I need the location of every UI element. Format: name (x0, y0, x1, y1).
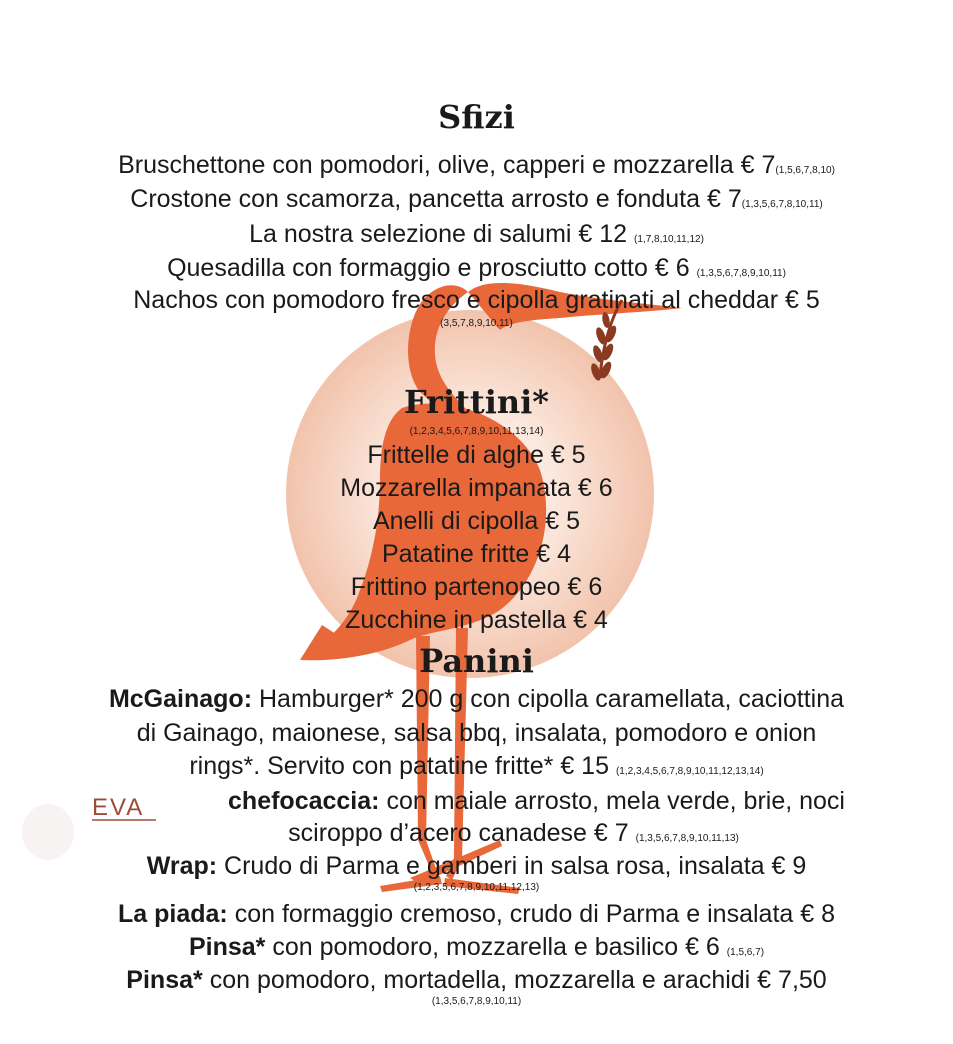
menu-item: La nostra selezione di salumi € 12 (1,7,8,10,11,12) (249, 220, 704, 248)
logo-text: EVA (92, 794, 145, 821)
menu-item-line: di Gainago, maionese, salsa bbq, insalata, pomodoro e onion (136, 719, 817, 747)
menu-item-pinsa: Pinsa* con pomodoro, mortadella, mozzarella e arachidi € 7,50 (126, 966, 827, 994)
menu-item: Bruschettone con pomodori, olive, capperi e mozzarella € 7(1,5,6,7,8,10) (118, 151, 835, 179)
menu-item: Frittelle di alghe € 5 (367, 441, 586, 469)
menu-item-mcgainago: McGainago: Hamburger* 200 g con cipolla caramellata, caciottina (108, 685, 845, 713)
menu-item: Anelli di cipolla € 5 (372, 507, 581, 535)
allergen-codes: (1,5,6,7,8,10) (775, 165, 835, 176)
menu-item-line: sciroppo d’acero canadese € 7 (1,3,5,6,7,8,9,10,11,13) (288, 819, 739, 847)
menu-item-piada: La piada: con formaggio cremoso, crudo di Parma e insalata € 8 (117, 900, 835, 928)
allergen-codes: (1,2,3,4,5,6,7,8,9,10,11,13,14) (409, 426, 544, 437)
allergen-codes: (1,3,5,6,7,8,9,10,11) (431, 996, 522, 1007)
allergen-codes: (1,2,3,5,6,7,8,9,10,11,12,13) (413, 882, 540, 893)
menu-item: Nachos con pomodoro fresco e cipolla gratinati al cheddar € 5 (133, 286, 820, 314)
menu-item-line: rings*. Servito con patatine fritte* € 15 (1,2,3,4,5,6,7,8,9,10,11,12,13,14) (189, 752, 764, 780)
menu-item: Quesadilla con formaggio e prosciutto cotto € 6 (1,3,5,6,7,8,9,10,11) (167, 254, 786, 282)
allergen-codes: (3,5,7,8,9,10,11) (440, 318, 513, 329)
menu-item: Patatine fritte € 4 (381, 540, 572, 568)
menu-item: Mozzarella impanata € 6 (340, 474, 613, 502)
allergen-codes: (1,3,5,6,7,8,9,10,11,13) (635, 833, 739, 844)
menu-item: Crostone con scamorza, pancetta arrosto e fonduta € 7(1,3,5,6,7,8,10,11) (130, 185, 823, 213)
allergen-codes: (1,7,8,10,11,12) (634, 234, 704, 245)
menu-item: Frittino partenopeo € 6 (350, 573, 603, 601)
section-title-panini: Panini (419, 642, 534, 680)
section-title-frittini: Frittini* (403, 383, 550, 421)
menu-item-pinsa: Pinsa* con pomodoro, mozzarella e basilico € 6 (1,5,6,7) (188, 933, 765, 961)
menu-item-wrap: Wrap: Crudo di Parma e gamberi in salsa rosa, insalata € 9 (146, 852, 807, 880)
allergen-codes: (1,2,3,4,5,6,7,8,9,10,11,12,13,14) (615, 766, 764, 777)
allergen-codes: (1,5,6,7) (726, 947, 765, 958)
allergen-codes: (1,3,5,6,7,8,9,10,11) (696, 268, 786, 279)
allergen-codes: (1,3,5,6,7,8,10,11) (741, 199, 823, 210)
section-title-sfizi: Sfizi (438, 98, 515, 136)
menu-item: Zucchine in pastella € 4 (345, 606, 608, 634)
menu-item-chefocaccia: chefocaccia: con maiale arrosto, mela verde, brie, noci (228, 787, 845, 815)
